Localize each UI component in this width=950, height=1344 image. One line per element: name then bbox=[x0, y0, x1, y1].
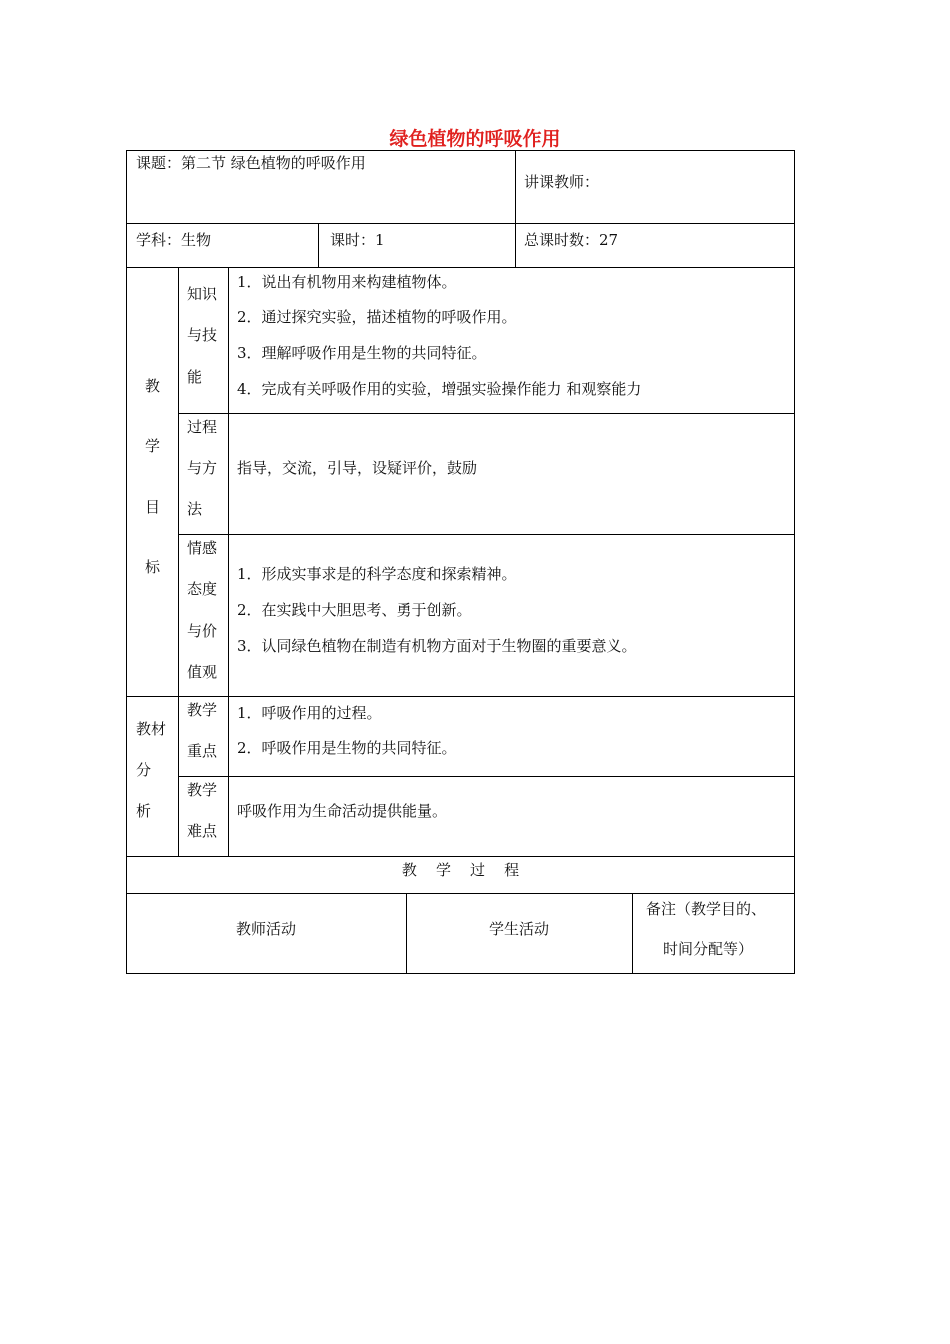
key-point-item: 1．呼吸作用的过程。 bbox=[237, 704, 382, 722]
total-periods-label: 总课时数：27 bbox=[524, 231, 619, 249]
key-points-label-line: 重点 bbox=[187, 742, 218, 760]
objectives-label-char: 教 bbox=[145, 377, 161, 395]
column-divider bbox=[632, 893, 633, 974]
teacher-label: 讲课教师： bbox=[524, 173, 600, 191]
row-divider bbox=[126, 696, 795, 697]
knowledge-item: 4．完成有关呼吸作用的实验，增强实验操作能力 和观察能力 bbox=[237, 380, 642, 398]
document-title: 绿色植物的呼吸作用 bbox=[389, 128, 561, 150]
process-text: 指导，交流，引导，设疑评价，鼓励 bbox=[237, 459, 478, 477]
row-divider bbox=[126, 223, 795, 224]
notes-header-line: 备注（教学目的、 bbox=[646, 900, 767, 918]
knowledge-item: 3．理解呼吸作用是生物的共同特征。 bbox=[237, 344, 487, 362]
emotion-item: 3．认同绿色植物在制造有机物方面对于生物圈的重要意义。 bbox=[237, 637, 637, 655]
knowledge-item: 1．说出有机物用来构建植物体。 bbox=[237, 273, 457, 291]
objectives-label-char: 目 bbox=[145, 498, 161, 516]
knowledge-label-line: 知识 bbox=[187, 285, 218, 303]
difficulty-text: 呼吸作用为生命活动提供能量。 bbox=[237, 802, 448, 820]
difficulty-label-line: 教学 bbox=[187, 781, 218, 799]
knowledge-label-line: 能 bbox=[187, 368, 203, 386]
key-points-label-line: 教学 bbox=[187, 701, 218, 719]
process-label-line: 法 bbox=[187, 500, 203, 518]
analysis-label-line: 分 bbox=[136, 761, 152, 779]
row-divider bbox=[126, 267, 795, 268]
column-divider bbox=[515, 150, 516, 268]
teacher-activity-header: 教师活动 bbox=[235, 920, 296, 938]
emotion-label-line: 情感 bbox=[187, 539, 218, 557]
row-divider bbox=[178, 534, 795, 535]
topic-label: 课题：第二节 绿色植物的呼吸作用 bbox=[136, 154, 366, 172]
row-divider bbox=[126, 856, 795, 857]
period-label: 课时：1 bbox=[330, 231, 385, 249]
analysis-label-line: 教材 bbox=[136, 720, 167, 738]
key-point-item: 2．呼吸作用是生物的共同特征。 bbox=[237, 739, 457, 757]
table-border-bottom bbox=[126, 973, 795, 974]
column-divider bbox=[178, 267, 179, 857]
knowledge-label-line: 与技 bbox=[187, 326, 218, 344]
row-divider bbox=[178, 776, 795, 777]
column-divider bbox=[228, 267, 229, 857]
emotion-item: 2．在实践中大胆思考、勇于创新。 bbox=[237, 601, 472, 619]
student-activity-header: 学生活动 bbox=[488, 920, 549, 938]
difficulty-label-line: 难点 bbox=[187, 822, 218, 840]
teaching-process-heading: 教 学 过 程 bbox=[401, 861, 520, 879]
objectives-label-char: 学 bbox=[145, 437, 161, 455]
row-divider bbox=[178, 413, 795, 414]
notes-header-line: 时间分配等） bbox=[663, 940, 754, 958]
row-divider bbox=[126, 893, 795, 894]
emotion-item: 1．形成实事求是的科学态度和探索精神。 bbox=[237, 565, 517, 583]
table-border-left bbox=[126, 150, 127, 974]
emotion-label-line: 与价 bbox=[187, 622, 218, 640]
process-label-line: 过程 bbox=[187, 418, 218, 436]
knowledge-item: 2．通过探究实验，描述植物的呼吸作用。 bbox=[237, 308, 517, 326]
emotion-label-line: 态度 bbox=[187, 580, 218, 598]
emotion-label-line: 值观 bbox=[187, 663, 218, 681]
column-divider bbox=[318, 223, 319, 268]
subject-label: 学科：生物 bbox=[136, 231, 212, 249]
process-label-line: 与方 bbox=[187, 459, 218, 477]
analysis-label-line: 析 bbox=[136, 802, 152, 820]
table-border-right bbox=[794, 150, 795, 974]
objectives-label-char: 标 bbox=[145, 558, 161, 576]
table-border-top bbox=[126, 150, 795, 151]
